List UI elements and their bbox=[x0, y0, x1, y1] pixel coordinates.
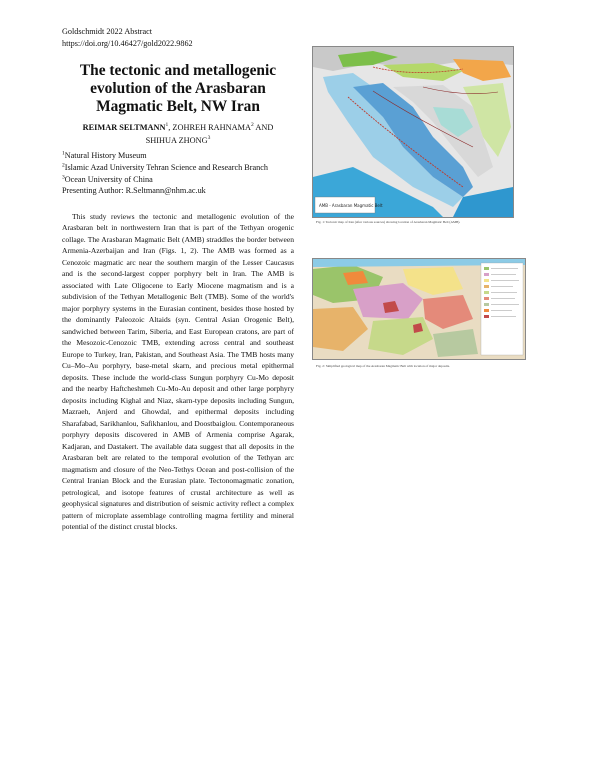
affiliation-1-sup: 1 bbox=[62, 150, 65, 157]
presenting-author: Presenting Author: R.Seltmann@nhm.ac.uk bbox=[62, 186, 206, 196]
abstract-text: This study reviews the tectonic and metallogenic evolution of the Arasbaran belt in northwestern Iran that is part of the Tethyan orogenic collage. The Arasbaran Magmatic Belt (AMB) straddles the border between Armenia-Azerbaijan and Iran (Figs. 1, 2). The AMB was formed as a Cenozoic magmatic arc near the southern margin of the Lesser Caucasus and is the second-largest copper porphyry belt in Iran. The AMB is associated with Late Oligocene to Early Miocene magmatism and is a subdivision of the Tethyan Metallogenic Belt (TMB). Some of the world's major porphyry systems in the Eurasian continent, besides those hosted by the dominantly Paleozoic Altaids (syn. Central Asian Orogenic Belt), sandwiched between Tarim, Siberia, and East European cratons, are part of the Mesozoic-Cenozoic TMB, extending across central and southeast Europe to Turkey, Iran, Pakistan, and Southeast Asia. The TMB hosts many Cu–Mo–Au porphyry, base-metal skarn, and precious metal epithermal deposits. These include the world-class Sungun porphyry Cu-Mo deposit and the nearby Haftcheshmeh Cu-Mo-Au deposit and other large porphyry deposits including Kighal and Niaz, skarn-type deposits including Sungun, Mazraeh, Anjerd and Ghowdal, and epithermal deposits including Sharafabad, Sarikhanlou, Safikhanlou, and Doostbaiglou. Contemporaneous porphyry deposits discovered in AMB of Armenia comprise Agarak, Kadjaran, and Dastakert. The available data suggest that all deposits in the Arasbaran belt are related to the temporal evolution of the Tethyan arc magmatism and closure of the Neo-Tethys Ocean and post-collision of the Central Iranian Block and the Eurasian plate. Tectonomagmatic zonation, petrological, and isotope features of crustal architecture as well as geophysical signatures and distribution of seismic activity reflect a complex pattern of microplate assemblage controlling magma fertility and mineral potential of the distinct crustal blocks. bbox=[62, 212, 294, 532]
page-header bbox=[62, 26, 193, 50]
paper-title: The tectonic and metallogenic evolution of the Arasbaran Magmatic Belt, NW Iran bbox=[79, 62, 277, 115]
figure-2-caption: Fig. 2: Simplified geological map of the Arasbaran Magmatic Belt with location of major deposits. bbox=[316, 364, 450, 368]
doi-link[interactable]: https://doi.org/10.46427/gold2022.9862 bbox=[62, 39, 193, 48]
affiliation-2 bbox=[62, 162, 294, 174]
affiliation-1 bbox=[62, 150, 294, 162]
figure-2-geological-map bbox=[312, 258, 526, 360]
affiliation-3-text: Ocean University of China bbox=[64, 174, 153, 184]
affiliation-2-text: Islamic Azad University Tehran Science and Research Branch bbox=[64, 162, 268, 172]
figure-1-tectonic-map bbox=[312, 46, 514, 218]
author-1: REIMAR SELTMANN bbox=[82, 123, 166, 132]
affiliation-1-text: Natural History Museum bbox=[64, 151, 147, 160]
author-sep-1: , ZOHREH RAHNAMA bbox=[168, 123, 252, 132]
author-list bbox=[62, 121, 294, 147]
author-3: SHIHUA ZHONG bbox=[145, 136, 208, 145]
author-sep-2: AND bbox=[253, 123, 274, 132]
tectonic-map-svg bbox=[313, 47, 513, 217]
affiliations bbox=[62, 150, 294, 197]
affiliation-2-sup: 2 bbox=[62, 162, 65, 169]
figure-1-caption: Fig. 1: Tectonic map of Iran (after various sources) showing location of Arasbaran Magmatic Belt (AMB). bbox=[316, 220, 461, 224]
affiliation-3 bbox=[62, 174, 294, 186]
journal-name: Goldschmidt 2022 Abstract bbox=[62, 27, 153, 36]
affiliation-3-sup: 3 bbox=[62, 173, 65, 180]
author-3-sup: 3 bbox=[207, 135, 211, 142]
abstract-body bbox=[62, 211, 294, 533]
figure-1-legend: AMB - Arasbaran Magmatic Belt bbox=[319, 203, 383, 208]
author-1-sup: 1 bbox=[165, 122, 169, 129]
geological-map-svg bbox=[313, 259, 525, 359]
author-2-sup: 2 bbox=[251, 122, 254, 129]
